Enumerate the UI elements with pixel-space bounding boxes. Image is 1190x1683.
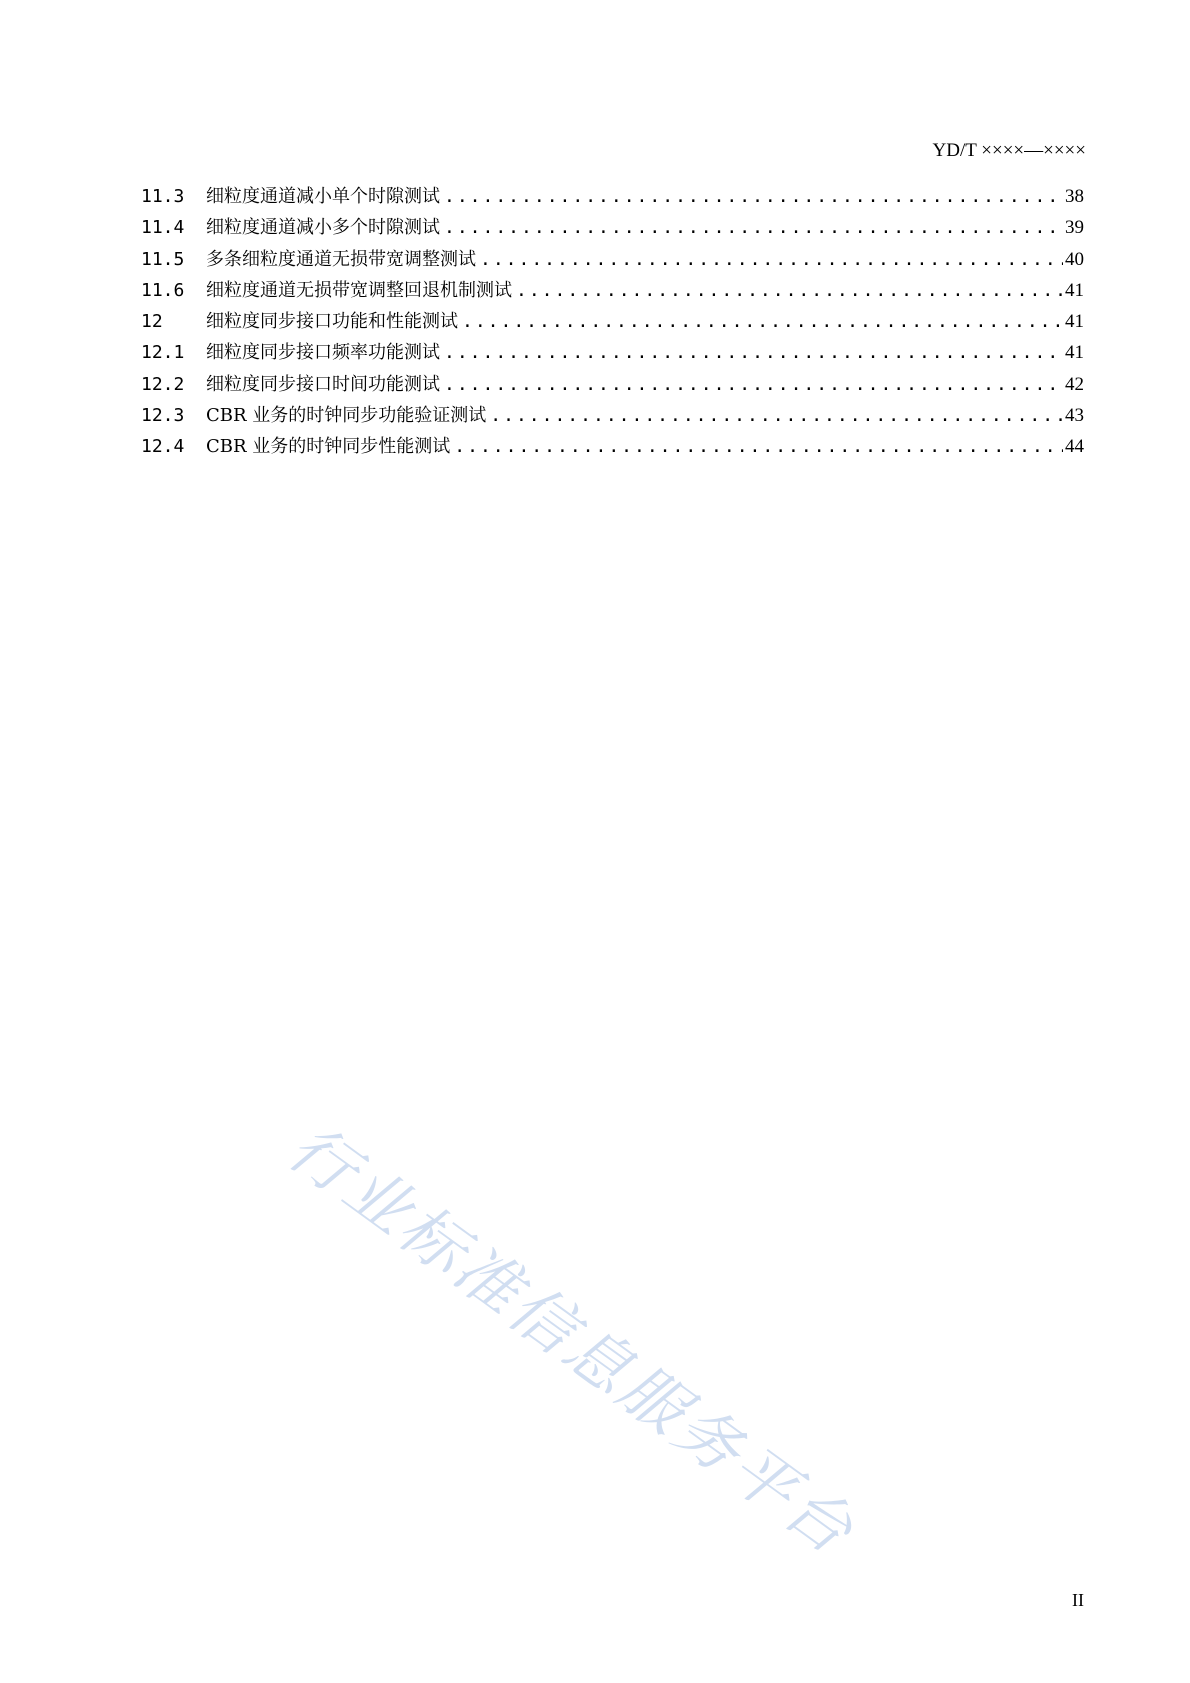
toc-entry-number: 12.1	[141, 342, 185, 364]
toc-leader-dots	[516, 275, 1063, 306]
toc-entry-page: 41	[1065, 311, 1084, 333]
toc-leader-dots	[444, 212, 1063, 243]
table-of-contents	[141, 181, 1084, 463]
toc-entry-11-3[interactable]	[141, 181, 1084, 212]
toc-entry-title: 细粒度通道减小多个时隙测试	[206, 217, 440, 239]
toc-entry-page: 42	[1065, 373, 1084, 395]
toc-entry-title: 细粒度同步接口功能和性能测试	[206, 311, 458, 333]
toc-entry-page: 38	[1065, 186, 1084, 207]
toc-leader-dots	[462, 306, 1063, 337]
toc-entry-page: 43	[1065, 405, 1084, 427]
toc-entry-title: CBR 业务的时钟同步性能测试	[206, 436, 451, 458]
page-number: II	[1072, 1590, 1084, 1610]
toc-entry-page: 39	[1065, 217, 1084, 239]
toc-entry-title: 多条细粒度通道无损带宽调整测试	[206, 248, 476, 270]
toc-entry-12-2[interactable]	[141, 369, 1084, 400]
toc-entry-number: 11.3	[141, 186, 185, 207]
toc-entry-title: 细粒度同步接口频率功能测试	[206, 342, 440, 364]
toc-leader-dots	[454, 431, 1063, 462]
toc-entry-title: 细粒度通道减小单个时隙测试	[206, 186, 440, 207]
toc-entry-page: 41	[1065, 279, 1084, 301]
toc-entry-title: 细粒度同步接口时间功能测试	[206, 373, 440, 395]
toc-entry-number: 11.6	[141, 279, 185, 301]
toc-entry-number: 12.3	[141, 405, 185, 427]
toc-entry-number: 12	[141, 311, 163, 333]
toc-leader-dots	[444, 337, 1063, 368]
toc-entry-11-4[interactable]	[141, 212, 1084, 243]
toc-entry-12[interactable]	[141, 306, 1084, 337]
toc-entry-12-3[interactable]	[141, 400, 1084, 431]
toc-entry-page: 41	[1065, 342, 1084, 364]
toc-entry-12-1[interactable]	[141, 337, 1084, 368]
toc-leader-dots	[490, 400, 1063, 431]
toc-leader-dots	[480, 244, 1063, 275]
document-code-header: YD/T ××××—××××	[932, 140, 1086, 161]
toc-entry-number: 11.5	[141, 248, 185, 270]
watermark: 行业标准信息服务平台	[274, 1110, 869, 1571]
toc-entry-title: 细粒度通道无损带宽调整回退机制测试	[206, 279, 512, 301]
toc-entry-number: 11.4	[141, 217, 185, 239]
toc-entry-number: 12.2	[141, 373, 185, 395]
toc-entry-page: 40	[1065, 248, 1084, 270]
toc-entry-title: CBR 业务的时钟同步功能验证测试	[206, 405, 487, 427]
toc-entry-number: 12.4	[141, 436, 185, 458]
toc-entry-page: 44	[1065, 436, 1084, 458]
toc-leader-dots	[444, 181, 1063, 212]
toc-leader-dots	[444, 369, 1063, 400]
toc-entry-11-5[interactable]	[141, 244, 1084, 275]
toc-entry-12-4[interactable]	[141, 431, 1084, 462]
toc-entry-11-6[interactable]	[141, 275, 1084, 306]
